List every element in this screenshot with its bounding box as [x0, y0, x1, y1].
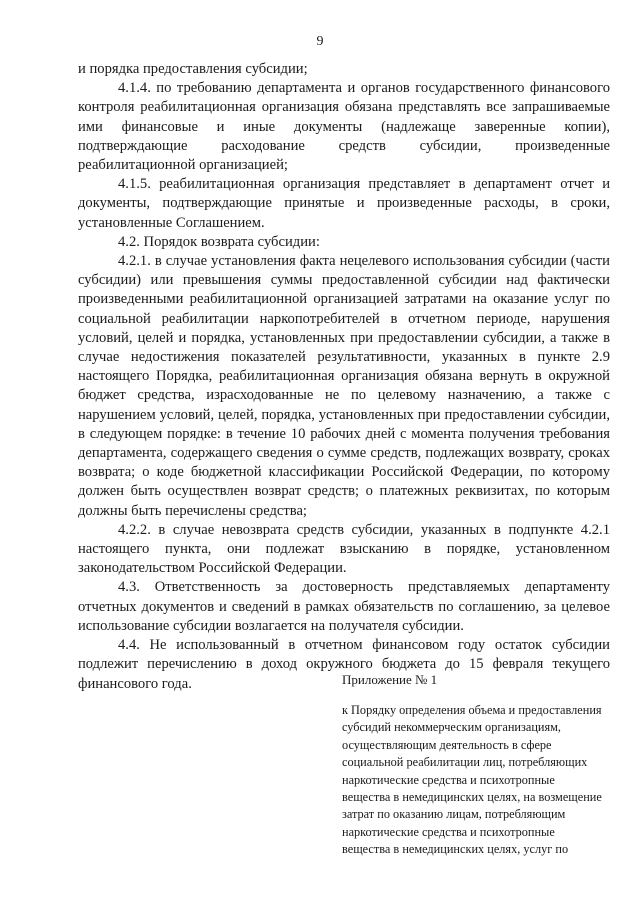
appendix-line: наркотические средства и психотропные — [342, 772, 555, 787]
paragraph: 4.2.2. в случае невозврата средств субсидии, указанных в подпункте 4.2.1 настоящего пункта, они подлежат взысканию в порядке, установленном законодательством Российской Федерации. — [78, 521, 610, 577]
paragraph: 4.2.1. в случае установления факта нецелевого использования субсидии (части субсидии) или превышения суммы предоставленной субсидии над фактически произведенными реабилитационной организацией затратами на оказание услуг по социальной реабилитации наркопотребителей в отчетном периоде, нарушения условий, целей и порядка, установленных при предоставлении субсидии, а также в случае недостижения показателей результативности, указанных в пункте 2.9 настоящего Порядка, реабилитационная организация обязана вернуть в окружной бюджет средства, израсходованные не по целевому назначению, а также с нарушением условий, целей, порядка, установленных при предоставлении субсидии, в следующем порядке: в течение 10 рабочих дней с момента получения требования департамента, содержащего сведения о сумме средств, подлежащих возврату, сроках возврата; о коде бюджетной классификации Российской Федерации, по которому должен быть осуществлен возврат средств; о платежных реквизитах, по которым должны быть перечислены средства; — [78, 253, 610, 519]
body-text — [78, 60, 610, 694]
paragraph: 4.4. Не использованный в отчетном финансовом году остаток субсидии подлежит перечислению в доход окружного бюджета до 15 февраля текущего финансового года. — [78, 637, 610, 692]
paragraph: 4.3. Ответственность за достоверность представляемых департаменту отчетных документов и сведений в рамках обязательств по соглашению, за целевое использование субсидии возлагается на получателя субсидии. — [78, 579, 610, 634]
paragraph: 4.2. Порядок возврата субсидии: — [118, 233, 320, 250]
paragraph: и порядка предоставления субсидии; — [78, 61, 308, 77]
paragraph: 4.1.4. по требованию департамента и органов государственного финансового контроля реабилитационная организация обязана представлять все запрашиваемые ими финансовые и иные документы (надлежаще заверенные копии), подтверждающие расходование средств субсидии, произведенные реабилитационной организацией; — [78, 80, 610, 174]
appendix-line: вещества в немедицинских целях, услуг по — [342, 842, 569, 857]
appendix-line: наркотические средства и психотропные — [342, 824, 555, 839]
page-number: 9 — [316, 34, 324, 49]
appendix-body — [342, 702, 614, 859]
appendix-line: затрат по оказанию лицам, потребляющим — [342, 807, 566, 822]
appendix-line: вещества в немедицинских целях, на возмещение — [342, 790, 602, 805]
appendix-title: Приложение № 1 — [342, 672, 438, 687]
appendix-line: субсидий некоммерческим организациям, — [342, 720, 562, 735]
appendix-line: социальной реабилитации лиц, потребляющих — [342, 755, 588, 770]
paragraph: 4.1.5. реабилитационная организация представляет в департамент отчет и документы, подтверждающие принятые и произведенные расходы, в сроки, установленные Соглашением. — [78, 176, 610, 231]
appendix-line: осуществляющим деятельность в сфере — [342, 737, 552, 752]
appendix-line: к Порядку определения объема и предоставления — [342, 703, 602, 717]
